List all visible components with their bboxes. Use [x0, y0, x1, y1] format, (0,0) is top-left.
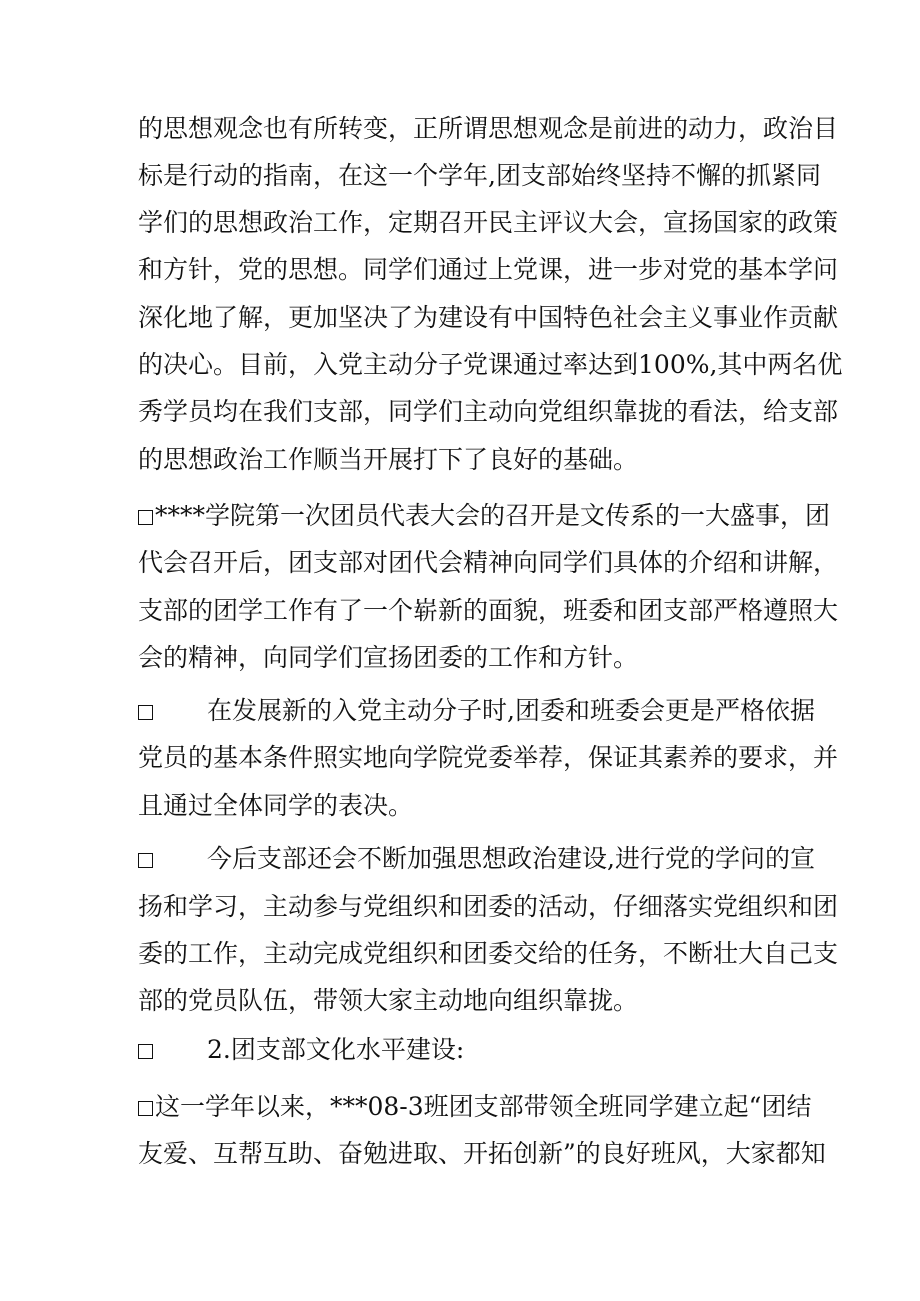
- text-line: 党员的基本条件照实地向学院党委举荐，保证其素养的要求，并: [138, 743, 839, 772]
- text-line: 扬和学习，主动参与党组织和团委的活动，仔细落实党组织和团: [138, 892, 839, 921]
- checkbox-square-icon: [138, 510, 153, 525]
- text-line: 支部的团学工作有了一个崭新的面貌，班委和团支部严格遵照大: [138, 596, 839, 625]
- text-line: 部的党员队伍，带领大家主动地向组织靠拢。: [138, 986, 639, 1015]
- text-line: 委的工作，主动完成党组织和团委交给的任务，不断壮大自己支: [138, 939, 839, 968]
- checkbox-square-icon: [138, 1044, 153, 1059]
- text-line: 深化地了解，更加坚决了为建设有中国特色社会主义事业作贡献: [138, 303, 839, 332]
- text-line: 标是行动的指南，在这一个学年,团支部始终坚持不懈的抓紧同: [138, 161, 821, 190]
- text-line: 代会召开后，团支部对团代会精神向同学们具体的介绍和讲解，: [138, 548, 839, 577]
- text-line: 的思想观念也有所转变，正所谓思想观念是前进的动力，政治目: [138, 114, 839, 143]
- text-line: 秀学员均在我们支部，同学们主动向党组织靠拢的看法，给支部: [138, 397, 839, 426]
- checkbox-square-icon: [138, 1101, 153, 1116]
- paragraph-start-line: 在发展新的入党主动分子时,团委和班委会更是严格依据: [138, 691, 815, 731]
- checkbox-square-icon: [138, 853, 153, 868]
- text-line: 的思想政治工作顺当开展打下了良好的基础。: [138, 445, 639, 474]
- paragraph-start-line: 这一学年以来，***08-3班团支部带领全班同学建立起“团结: [138, 1087, 811, 1127]
- text-line: 且通过全体同学的表决。: [138, 791, 414, 820]
- text-line: 和方针，党的思想。同学们通过上党课，进一步对党的基本学问: [138, 255, 839, 284]
- text-line: 的决心。目前，入党主动分子党课通过率达到100%,其中两名优: [138, 350, 843, 379]
- checkbox-square-icon: [138, 705, 153, 720]
- text-line: 友爱、互帮互助、奋勉进取、开拓创新”的良好班风，大家都知: [138, 1139, 826, 1168]
- paragraph-start-line: ****学院第一次团员代表大会的召开是文传系的一大盛事，团: [138, 496, 830, 536]
- paragraph-start-line: 2.团支部文化水平建设:: [138, 1030, 464, 1070]
- text-line: 会的精神，向同学们宣扬团委的工作和方针。: [138, 643, 639, 672]
- paragraph-start-line: 今后支部还会不断加强思想政治建设,进行党的学问的宣: [138, 839, 815, 879]
- text-line: 学们的思想政治工作，定期召开民主评议大会，宣扬国家的政策: [138, 208, 839, 237]
